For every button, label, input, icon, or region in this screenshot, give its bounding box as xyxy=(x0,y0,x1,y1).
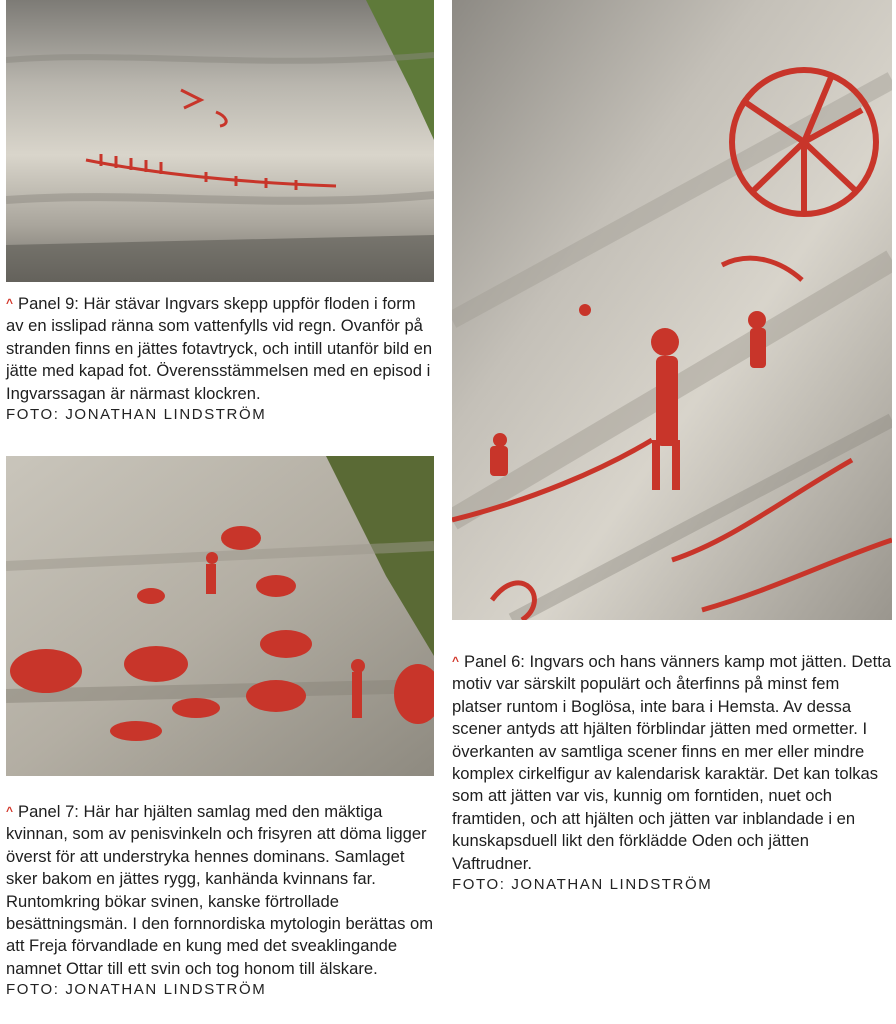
panel6-text: Panel 6: Ingvars och hans vänners kamp mot jätten. Detta motiv var särskilt populärt och återfinns på minst fem platser runtom i Boglösa, inte bara i Hemsta. Av dessa scener antyds att hjälten förblindar jätten med ormetter. I överkanten av samtliga scener finns en mer eller mindre komplex cirkelfigur av kalendarisk karaktär. Det kan tolkas som att jätten var vis, kunnig om forntiden, nuet och framtiden, och att hjälten och jätten var inblandade i en kunskapsduell likt den förklädde Oden och jätten Vaftrudner. xyxy=(452,652,892,873)
panel9-text: Panel 9: Här stävar Ingvars skepp uppför floden i form av en isslipad ränna som vattenfylls vid regn. Ovanför på stranden finns en jättes fotavtryck, och intill utanför bild en jätte med kapad fot. Överensstämmelsen med en episod i Ingvarssagan är närmast klockren. xyxy=(6,294,433,403)
panel9-credit: FOTO: JONATHAN LINDSTRÖM xyxy=(6,406,267,424)
panel7-text: Panel 7: Här har hjälten samlag med den mäktiga kvinnan, som av penisvinkeln och frisyren att döma ligger överst för att understryka hennes dominans. Samlaget sker bakom en jättes rygg, kanhända kvinnans far. Runtomkring bökar svinen, kanske förtrollade besättningsmän. I den fornnordiska mytologin berättas om att Freja förvandlade en kung med det sveaklingande namnet Ottar till ett svin och tog honom till älskare. xyxy=(6,802,434,978)
panel6-photo xyxy=(452,0,892,620)
panel9-caption xyxy=(6,292,436,425)
panel7-credit: FOTO: JONATHAN LINDSTRÖM xyxy=(6,981,267,999)
caption-marker-icon: ^ xyxy=(6,804,14,818)
panel6-caption xyxy=(452,650,892,895)
panel6-credit: FOTO: JONATHAN LINDSTRÖM xyxy=(452,876,713,894)
panel9-photo xyxy=(6,0,434,282)
caption-marker-icon: ^ xyxy=(6,296,14,310)
panel7-caption xyxy=(6,800,436,1000)
caption-marker-icon: ^ xyxy=(452,654,460,668)
panel7-photo xyxy=(6,456,434,776)
